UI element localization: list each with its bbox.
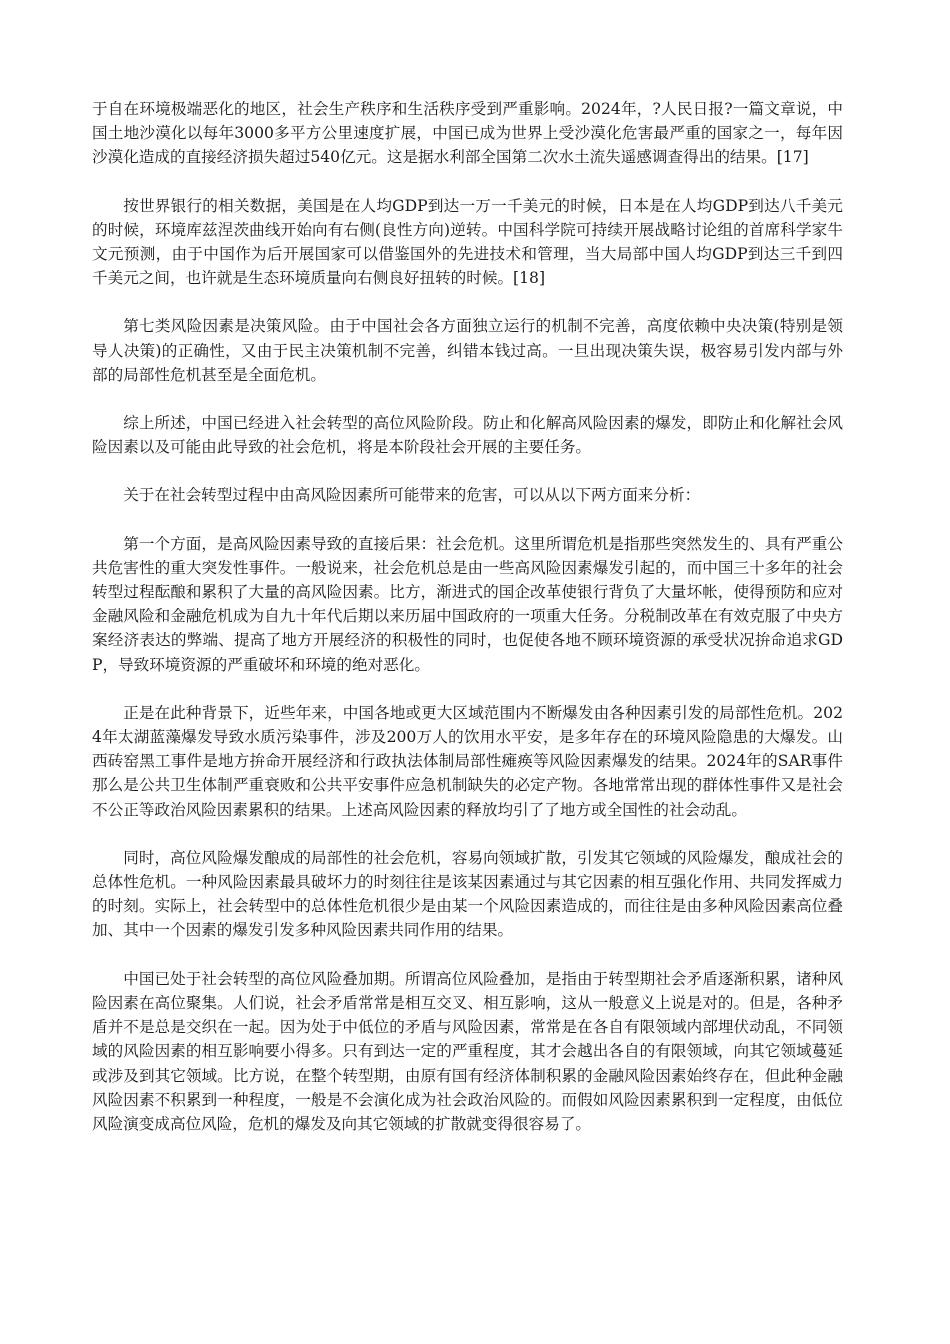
paragraph-social-crisis: 第一个方面，是高风险因素导致的直接后果：社会危机。这里所谓危机是指那些突然发生的、具有严重公共危害性的重大突发性事件。一般说来，社会危机总是由一些高风险因素爆发引起的，而中国三十多年的社会转型过程酝酿和累积了大量的高风险因素。比方，渐进式的国企改革使银行背负了大量坏帐，使得预防和应对金融风险和金融危机成为自九十年代后期以来历届中国政府的一项重大任务。分税制改革在有效克服了中央方案经济表达的弊端、提高了地方开展经济的积极性的同时，也促使各地不顾环境资源的承受状况拚命追求GDP，导致环境资源的严重破坏和环境的绝对恶化。: [92, 534, 843, 674]
paragraph-overall-crisis: 同时，高位风险爆发酿成的局部性的社会危机，容易向领域扩散，引发其它领域的风险爆发，酿成社会的总体性危机。一种风险因素最具破坏力的时刻往往是该某因素通过与其它因素的相互强化作用、共同发挥威力的时刻。实际上，社会转型中的总体性危机很少是由某一个风险因素造成的，而往往是由多种风险因素高位叠加、其中一个因素的爆发引发多种风险因素共同作用的结果。: [92, 848, 843, 940]
paragraph-local-crises: 正是在此种背景下，近些年来，中国各地或更大区域范围内不断爆发由各种因素引发的局部性危机。2024年太湖蓝藻爆发导致水质污染事件，涉及200万人的饮用水平安，是多年存在的环境风险隐患的大爆发。山西砖窑黑工事件是地方拚命开展经济和行政执法体制局部性瘫痪等风险因素爆发的结果。2024年的SAR事件那么是公共卫生体制严重衰败和公共平安事件应急机制缺失的必定产物。各地常常出现的群体性事件又是社会不公正等政治风险因素累积的结果。上述高风险因素的释放均引了了地方或全国性的社会动乱。: [92, 703, 843, 819]
paragraph-gdp-kuznets: 按世界银行的相关数据，美国是在人均GDP到达一万一千美元的时候，日本是在人均GDP到达八千美元的时候，环境库兹涅茨曲线开始向有右侧(良性方向)逆转。中国科学院可持续开展战略讨论组的首席科学家牛文元预测，由于中国作为后开展国家可以借鉴国外的先进技术和管理，当大局部中国人均GDP到达三千到四千美元之间，也许就是生态环境质量向右侧良好扭转的时候。[18]: [92, 196, 843, 288]
paragraph-risk-overlap: 中国已处于社会转型的高位风险叠加期。所谓高位风险叠加，是指由于转型期社会矛盾逐渐积累，诸种风险因素在高位聚集。人们说，社会矛盾常常是相互交叉、相互影响，这从一般意义上说是对的。但是，各种矛盾并不是总是交织在一起。因为处于中低位的矛盾与风险因素，常常是在各自有限领域内部埋伏动乱，不同领域的风险因素的相互影响要小得多。只有到达一定的严重程度，其才会越出各自的有限领域，向其它领域蔓延或涉及到其它领域。比方说，在整个转型期，由原有国有经济体制积累的金融风险因素始终存在，但此种金融风险因素不积累到一种程度，一般是不会演化成为社会政治风险的。而假如风险因素累积到一定程度，由低位风险演变成高位风险，危机的爆发及向其它领域的扩散就变得很容易了。: [92, 969, 843, 1133]
paragraph-desertification: 于自在环境极端恶化的地区，社会生产秩序和生活秩序受到严重影响。2024年，?人民日报?一篇文章说，中国土地沙漠化以每年3000多平方公里速度扩展，中国已成为世界上受沙漠化危害最严重的国家之一，每年因沙漠化造成的直接经济损失超过540亿元。这是据水利部全国第二次水土流失遥感调查得出的结果。[17]: [92, 100, 843, 167]
paragraph-summary: 综上所述，中国已经进入社会转型的高位风险阶段。防止和化解高风险因素的爆发，即防止和化解社会风险因素以及可能由此导致的社会危机，将是本阶段社会开展的主要任务。: [92, 414, 843, 457]
paragraph-analysis-intro: 关于在社会转型过程中由高风险因素所可能带来的危害，可以从以下两方面来分析：: [123, 486, 701, 505]
paragraph-decision-risk: 第七类风险因素是决策风险。由于中国社会各方面独立运行的机制不完善，高度依赖中央决策(特别是领导人决策)的正确性，又由于民主决策机制不完善，纠错本钱过高。一旦出现决策失误，极容易引发内部与外部的局部性危机甚至是全面危机。: [92, 317, 843, 384]
